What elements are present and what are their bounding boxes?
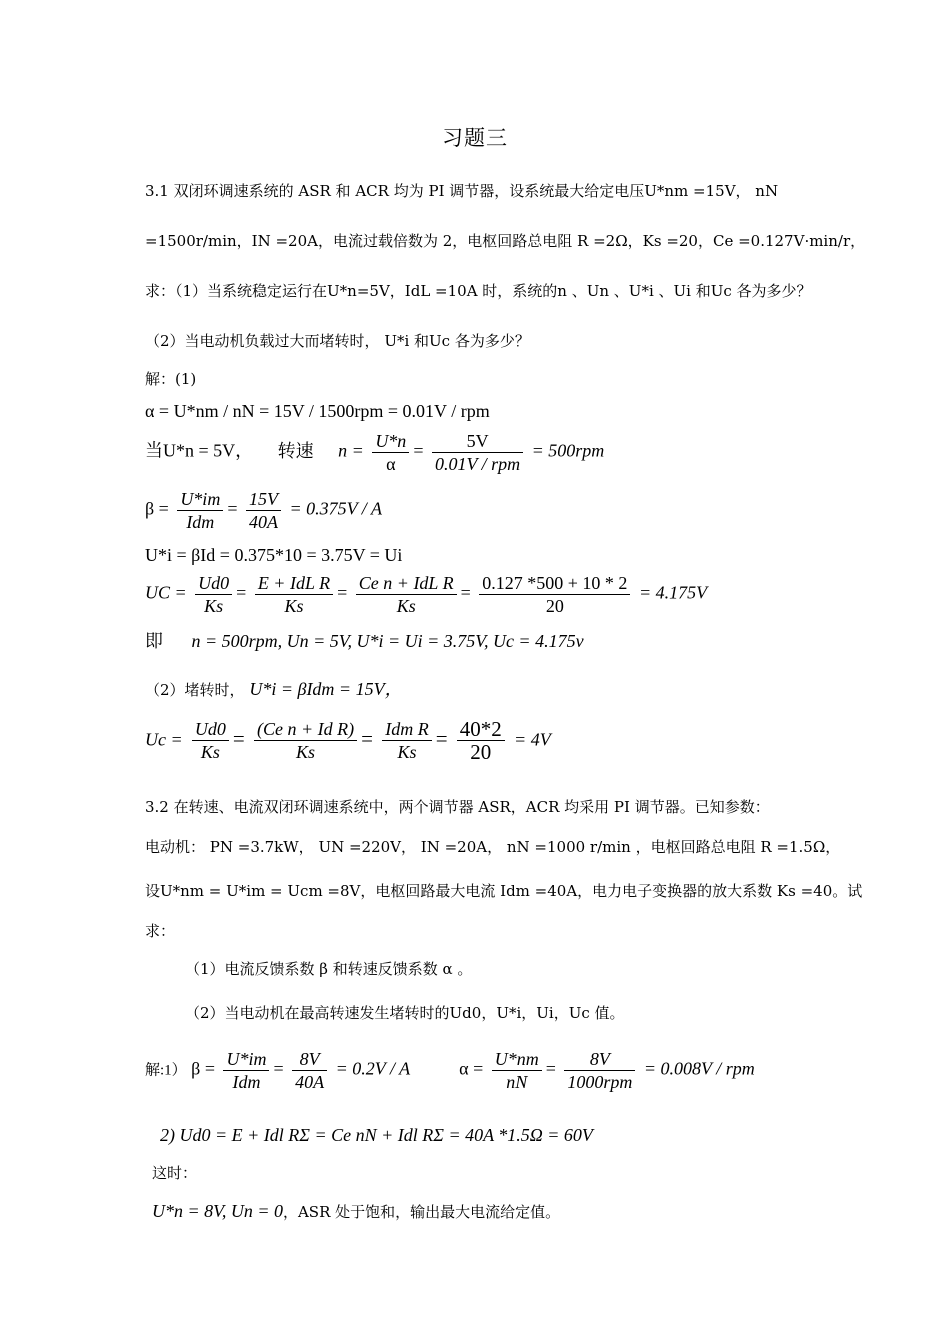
equation-ui: U*i = βId = 0.375*10 = 3.75V = Ui bbox=[145, 545, 403, 565]
equation-speed-lhs: n = bbox=[338, 440, 364, 461]
equation-uc-stall-rhs: = 4V bbox=[514, 729, 551, 750]
solution-label-2: 解:1） bbox=[145, 1062, 187, 1079]
solution-2-alpha-lhs: α = bbox=[459, 1058, 484, 1079]
part-2-stall bbox=[145, 678, 825, 701]
solution-2-alpha-frac-2: $\frac{8V}{\text{1000rpm}}$ bbox=[564, 1048, 635, 1093]
equation-result-label: 即 bbox=[145, 631, 163, 651]
equation-speed: 当U*n = 5V， 转速 n = $\frac{U*n}{\alpha}$ = $\frac{5V}{\text{0.01V / rpm}}$ = 500rpm bbox=[145, 431, 605, 474]
equation-uc-stall-frac-2: $\frac{\text{(Ce n + Id R)}}{Ks}$ bbox=[254, 718, 357, 763]
solution-2-alpha-frac-1: $\frac{U*nm}{nN}$ bbox=[492, 1048, 542, 1093]
equation-result-body: n = 500rpm, Un = 5V, U*i = Ui = 3.75V, Uc = 4.175v bbox=[191, 631, 584, 651]
equation-beta: β = $\frac{U*im}{\text{Idm}}$ = $\frac{15V}{40A}$ = 0.375V / A bbox=[145, 489, 382, 532]
equation-uc-rhs: = 4.175V bbox=[638, 582, 708, 603]
page-title: 习题三 bbox=[442, 126, 508, 150]
part-2-stall-prefix: （2）堵转时， bbox=[145, 681, 245, 699]
equation-uc-frac-3: $\frac{\text{Ce n + IdL R}}{Ks}$ bbox=[356, 572, 457, 617]
problem-3-2-line-1: 3.2 在转速、电流双闭环调速系统中，两个调节器 ASR，ACR 均采用 PI 调节器。已知参数： bbox=[145, 798, 770, 816]
solution-2-beta-frac-2: $\frac{8V}{40A}$ bbox=[292, 1048, 327, 1093]
problem-3-1-line-3: 求：（1）当系统稳定运行在U*n=5V，IdL =10A 时，系统的n 、Un 、U*i 、Ui 和Uc 各为多少？ bbox=[145, 282, 812, 300]
solution-2-conclusion bbox=[152, 1200, 832, 1223]
solution-2-conclusion-text: ，ASR 处于饱和，输出最大电流给定值。 bbox=[282, 1203, 561, 1221]
equation-uc-frac-1: $\frac{Ud0}{Ks}$ bbox=[195, 572, 232, 617]
part-2-stall-equation: U*i = βIdm = 15V， bbox=[249, 679, 403, 699]
problem-3-1-line-4: （2）当电动机负载过大而堵转时， U*i 和Uc 各为多少？ bbox=[145, 332, 530, 350]
solution-2-alpha-rhs: = 0.008V / rpm bbox=[643, 1058, 755, 1079]
problem-3-2-line-3: 设U*nm = U*im = Ucm =8V，电枢回路最大电流 Idm =40A，电力电子变换器的放大系数 Ks =40。试 bbox=[145, 882, 863, 900]
solution-2-beta-frac-1: $\frac{U*im}{\text{Idm}}$ bbox=[223, 1048, 269, 1093]
equation-speed-rhs: = 500rpm bbox=[531, 440, 605, 461]
equation-speed-frac-2: $\frac{5V}{\text{0.01V / rpm}}$ bbox=[432, 430, 523, 475]
equation-uc-frac-4: $\frac{0.127 *500 + 10 * 2}{20}$ bbox=[479, 572, 630, 617]
equation-alpha: α = U*nm / nN = 15V / 1500rpm = 0.01V / rpm bbox=[145, 401, 490, 421]
equation-beta-lhs: β = bbox=[145, 498, 169, 519]
equation-uc: UC = $\frac{Ud0}{Ks}$ = $\frac{\text{E + IdL R}}{Ks}$ = $\frac{\text{Ce n + IdL R}}{Ks}$ = $\frac{0.127 *500 + 10 * 2}{20}$ = 4.175V bbox=[145, 573, 708, 616]
problem-3-1-line-2: =1500r/min，IN =20A，电流过载倍数为 2，电枢回路总电阻 R =2Ω，Ks =20，Ce =0.127V·min/r， bbox=[145, 232, 866, 250]
equation-speed-prefix: 当U*n = 5V， bbox=[145, 440, 254, 461]
solution-2-this-time: 这时： bbox=[152, 1164, 198, 1182]
equation-uc-stall: Uc = $\frac{Ud0}{Ks}$ = $\frac{\text{(Ce n + Id R)}}{Ks}$ = $\frac{\text{Idm R}}{Ks}$ = $\frac{40*2}{20}$ = 4V bbox=[145, 717, 551, 764]
solution-2-coefficients: 解:1） β = $\frac{U*im}{\text{Idm}}$ = $\frac{8V}{40A}$ = 0.2V / A α = $\frac{U*nm}{nN}$ = $\frac{8V}{\text{1000rpm}}$ = 0.008V / rpm bbox=[145, 1049, 755, 1092]
equation-uc-stall-lhs: Uc = bbox=[145, 729, 183, 750]
solution-label-1: 解：(1) bbox=[145, 370, 197, 388]
solution-2-beta-rhs: = 0.2V / A bbox=[335, 1058, 411, 1079]
equation-beta-rhs: = 0.375V / A bbox=[289, 498, 382, 519]
equation-uc-stall-frac-3: $\frac{\text{Idm R}}{Ks}$ bbox=[382, 718, 432, 763]
problem-3-2-line-4: 求： bbox=[145, 922, 176, 940]
equation-uc-lhs: UC = bbox=[145, 582, 187, 603]
problem-3-2-line-2: 电动机： PN =3.7kW， UN =220V， IN =20A， nN =1000 r/min ，电枢回路总电阻 R =1.5Ω， bbox=[145, 838, 841, 856]
equation-uc-stall-frac-4: $\frac{40*2}{20}$ bbox=[457, 718, 505, 763]
equation-speed-word: 转速 bbox=[277, 440, 314, 461]
equation-beta-frac-1: $\frac{U*im}{\text{Idm}}$ bbox=[177, 488, 223, 533]
problem-3-2-item-1: （1）电流反馈系数 β 和转速反馈系数 α 。 bbox=[185, 960, 473, 978]
problem-3-2-item-2: （2）当电动机在最高转速发生堵转时的Ud0，U*i，Ui，Uc 值。 bbox=[185, 1004, 625, 1022]
equation-result bbox=[145, 630, 825, 652]
equation-beta-frac-2: $\frac{15V}{40A}$ bbox=[246, 488, 281, 533]
equation-speed-frac-1: $\frac{U*n}{\alpha}$ bbox=[372, 430, 409, 475]
solution-2-beta-lhs: β = bbox=[191, 1058, 215, 1079]
equation-uc-stall-frac-1: $\frac{Ud0}{Ks}$ bbox=[192, 718, 229, 763]
equation-uc-frac-2: $\frac{\text{E + IdL R}}{Ks}$ bbox=[255, 572, 333, 617]
problem-3-1-line-1: 3.1 双闭环调速系统的 ASR 和 ACR 均为 PI 调节器，设系统最大给定电压U*nm =15V， nN bbox=[145, 182, 779, 200]
solution-2-ud0: 2) Ud0 = E + Idl RΣ = Ce nN + Idl RΣ = 40A *1.5Ω = 60V bbox=[160, 1125, 593, 1145]
solution-2-conclusion-equation: U*n = 8V, Un = 0 bbox=[152, 1201, 283, 1221]
